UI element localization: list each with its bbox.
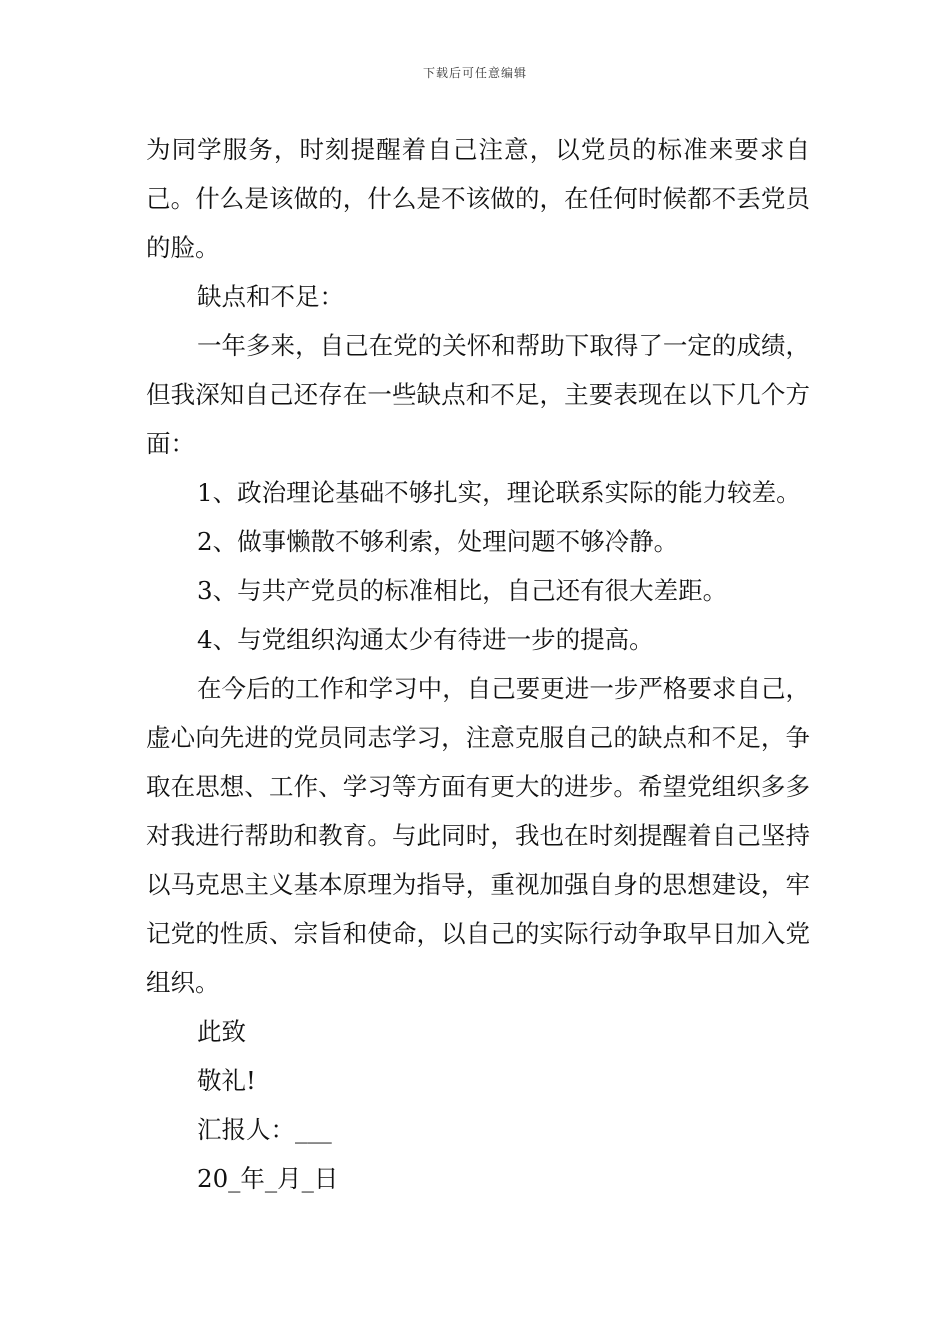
date-line: 20_年_月_日: [197, 1164, 339, 1193]
paragraph-future-plans: 在今后的工作和学习中，自己要更进一步严格要求自己，虚心向先进的党员同志学习，注意克服自己的缺点和不足，争取在思想、工作、学习等方面有更大的进步。希望党组织多多对我进行帮助和教育。与此同时，我也在时刻提醒着自己坚持以马克思主义基本原理为指导，重视加强自身的思想建设，牢记党的性质、宗旨和使命，以自己的实际行动争取早日加入党组织。: [146, 674, 810, 997]
paragraph-shortcomings-intro: 一年多来，自己在党的关怀和帮助下取得了一定的成绩，但我深知自己还存在一些缺点和不足，主要表现在以下几个方面：: [146, 331, 810, 458]
document-body: [146, 125, 810, 1203]
section-heading-shortcomings: 缺点和不足：: [197, 282, 344, 311]
closing-salutation: 此致: [197, 1017, 246, 1046]
paragraph-continuation: 为同学服务，时刻提醒着自己注意，以党员的标准来要求自己。什么是该做的，什么是不该做的，在任何时候都不丢党员的脸。: [146, 135, 810, 262]
list-item-4: 4、与党组织沟通太少有待进一步的提高。: [197, 625, 654, 654]
closing-regards: 敬礼!: [197, 1066, 256, 1095]
list-item-1: 1、政治理论基础不够扎实，理论联系实际的能力较差。: [197, 478, 801, 507]
header-note: 下载后可任意编辑: [422, 66, 527, 80]
reporter-signature-line: 汇报人：___: [197, 1115, 332, 1144]
list-item-2: 2、做事懒散不够利索，处理问题不够冷静。: [197, 527, 679, 556]
list-item-3: 3、与共产党员的标准相比，自己还有很大差距。: [197, 576, 728, 605]
